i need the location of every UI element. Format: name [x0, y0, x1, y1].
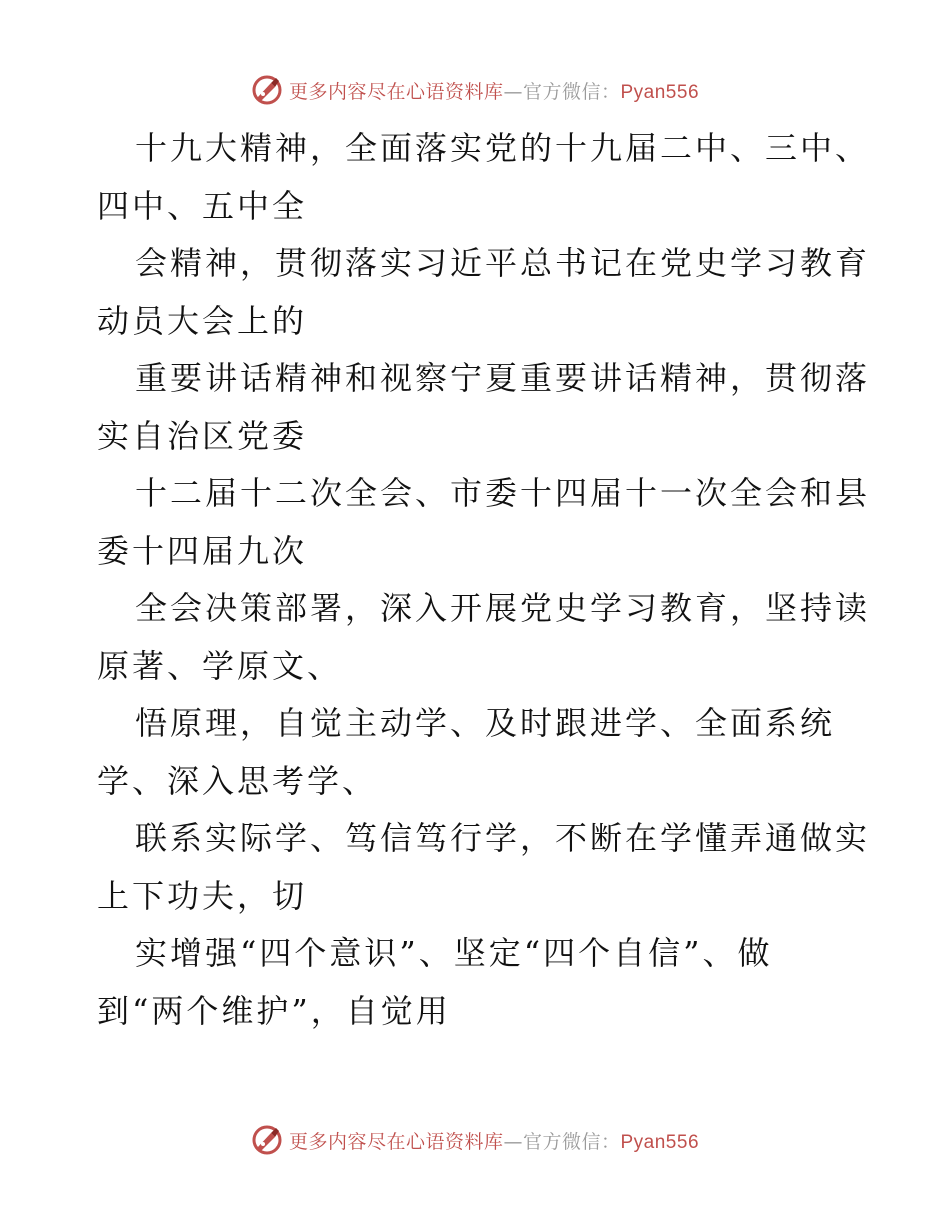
- body-line: 四中、五中全: [97, 186, 308, 225]
- pen-logo-icon: [251, 74, 283, 106]
- header-banner-inner: [251, 74, 699, 106]
- header-dash: —: [503, 80, 523, 103]
- body-line: 实自治区党委: [97, 416, 308, 455]
- body-line: 联系实际学、笃信笃行学，不断在学懂弄通做实: [135, 819, 871, 857]
- body-line: 上下功夫，切: [97, 876, 308, 915]
- document-body: [97, 120, 877, 1040]
- header-banner-text: [289, 77, 699, 104]
- body-line: 动员大会上的: [97, 301, 308, 340]
- body-line: 十二届十二次全会、市委十四届十一次全会和县: [135, 474, 871, 512]
- body-line: 实增强“四个意识”、坚定“四个自信”、做: [135, 934, 773, 972]
- pen-logo-icon: [251, 1124, 283, 1156]
- footer-wechat-id: Pyan556: [620, 1131, 700, 1153]
- body-line: 学、深入思考学、: [97, 761, 378, 800]
- header-wechat-id: Pyan556: [620, 81, 700, 103]
- footer-dash: —: [503, 1130, 523, 1153]
- header-brand-text: 更多内容尽在心语资料库: [288, 80, 504, 103]
- body-line: 原著、学原文、: [97, 646, 343, 685]
- body-line: 悟原理，自觉主动学、及时跟进学、全面系统: [135, 704, 836, 742]
- body-line: 到“两个维护”，自觉用: [97, 991, 451, 1030]
- body-line: 重要讲话精神和视察宁夏重要讲话精神，贯彻落: [135, 359, 871, 397]
- footer-banner-text: [289, 1127, 699, 1154]
- body-line: 十九大精神，全面落实党的十九届二中、三中、: [135, 129, 871, 167]
- body-line: 委十四届九次: [97, 531, 308, 570]
- footer-wechat-label: 官方微信：: [522, 1130, 621, 1153]
- body-line: 会精神，贯彻落实习近平总书记在党史学习教育: [135, 244, 871, 282]
- body-line: 全会决策部署，深入开展党史学习教育，坚持读: [135, 589, 871, 627]
- footer-banner-inner: [251, 1124, 699, 1156]
- header-banner: [0, 70, 950, 110]
- footer-banner: [0, 1120, 950, 1160]
- header-wechat-label: 官方微信：: [522, 80, 621, 103]
- footer-brand-text: 更多内容尽在心语资料库: [288, 1130, 504, 1153]
